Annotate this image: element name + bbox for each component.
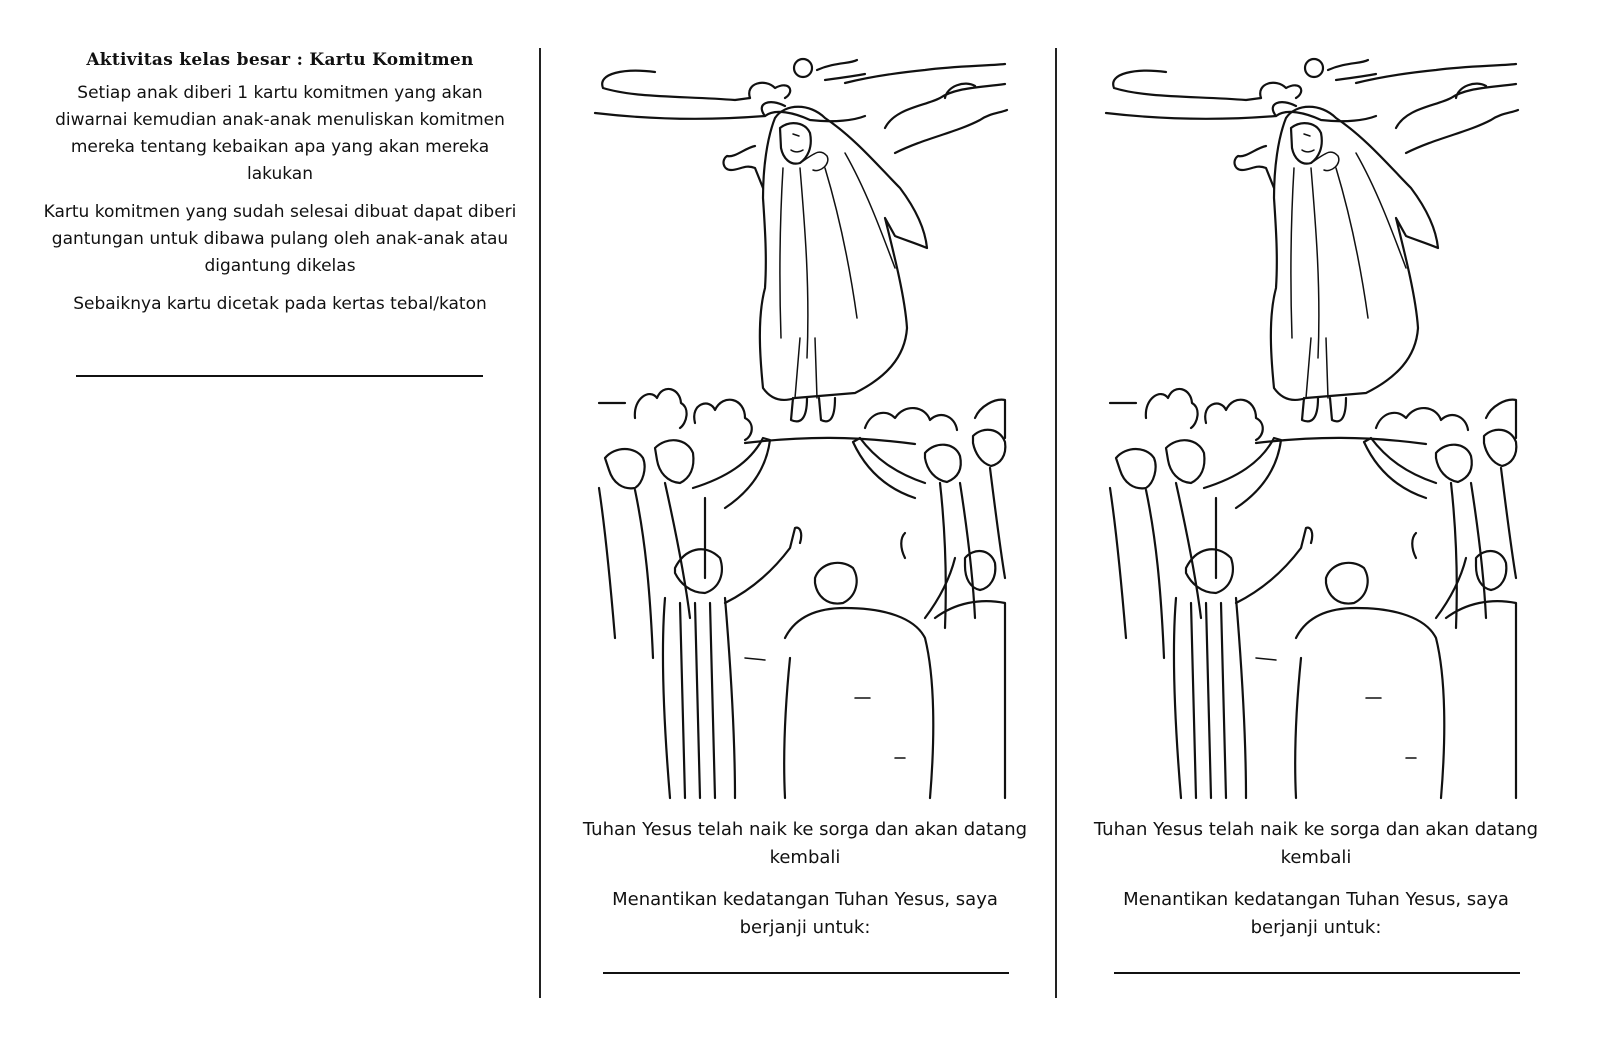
jesus-figure xyxy=(724,107,927,422)
commitment-write-line[interactable] xyxy=(603,972,1009,974)
instruction-paragraph-2: Kartu komitmen yang sudah selesai dibuat dapat diberi gantungan untuk dibawa pulang oleh anak-anak atau digantung dikelas xyxy=(43,202,517,276)
card-commitment-prompt: Menantikan kedatangan Tuhan Yesus, saya berjanji untuk: xyxy=(612,889,998,938)
card-commitment-prompt: Menantikan kedatangan Tuhan Yesus, saya berjanji untuk: xyxy=(1123,889,1509,938)
jesus-figure xyxy=(1235,107,1438,422)
instruction-paragraph-1: Setiap anak diberi 1 kartu komitmen yang akan diwarnai kemudian anak-anak menuliskan komitmen mereka tentang kebaikan apa yang akan mereka lakukan xyxy=(55,83,505,184)
card-caption: Tuhan Yesus telah naik ke sorga dan akan datang kembali xyxy=(582,819,1028,868)
disciples-crowd xyxy=(1110,430,1516,798)
ascension-illustration xyxy=(595,58,1015,798)
disciples-crowd xyxy=(599,430,1005,798)
ascension-illustration xyxy=(1106,58,1526,798)
card-caption: Tuhan Yesus telah naik ke sorga dan akan datang kembali xyxy=(1093,819,1539,868)
instructions-panel xyxy=(40,40,520,329)
cut-line-divider-2 xyxy=(1055,48,1057,998)
instruction-paragraph-3: Sebaiknya kartu dicetak pada kertas tebal/katon xyxy=(73,294,487,314)
activity-title: Aktivitas kelas besar : Kartu Komitmen xyxy=(86,50,474,70)
cut-line-divider-1 xyxy=(539,48,541,998)
instructions-underline xyxy=(76,375,483,377)
commitment-write-line[interactable] xyxy=(1114,972,1520,974)
